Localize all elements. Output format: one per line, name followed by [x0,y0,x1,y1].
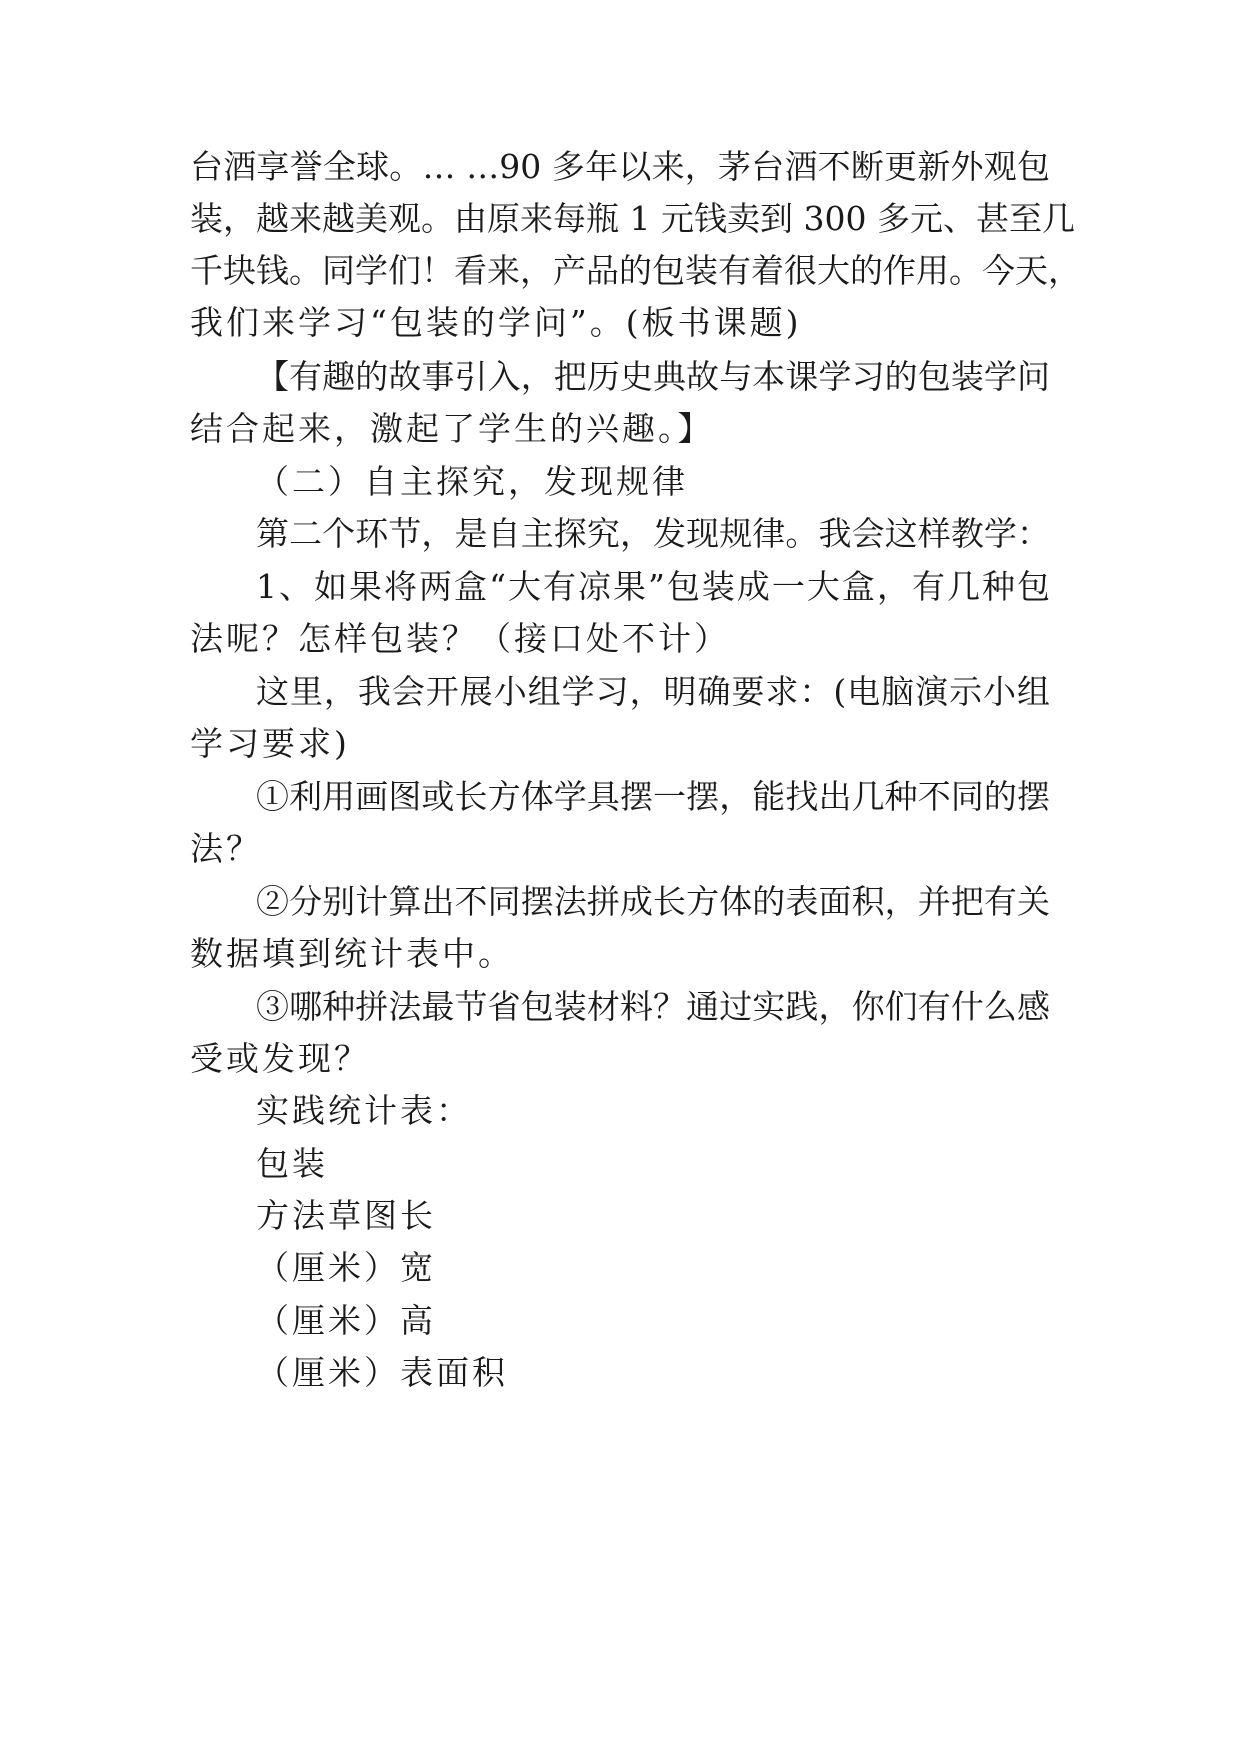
text-line: 法呢？怎样包装？（接口处不计） [190,619,730,658]
table-header-text: （厘米）表面积 [256,1353,508,1392]
section-heading: （二）自主探究，发现规律 [256,462,688,501]
table-header-text: 方法草图长 [256,1196,436,1235]
table-header-text: （厘米）宽 [256,1248,436,1287]
table-header-text: （厘米）高 [256,1301,436,1340]
text-line: 我们来学习“包装的学问”。(板书课题) [190,303,802,342]
text-line: 台酒享誉全球。… …90 多年以来，茅台酒不断更新外观包 [190,147,1050,186]
table-caption: 实践统计表： [256,1091,472,1130]
list-item: ①利用画图或长方体学具摆一摆，能找出几种不同的摆 [256,777,1050,816]
list-item: 数据填到统计表中。 [190,934,514,973]
annotation-line: 结合起来，激起了学生的兴趣。】 [190,409,714,448]
list-item: ③哪种拼法最节省包装材料？通过实践，你们有什么感 [256,987,1050,1026]
list-item: ②分别计算出不同摆法拼成长方体的表面积，并把有关 [256,882,1050,921]
text-line: 千块钱。同学们！看来，产品的包装有着很大的作用。今天， [190,251,1081,290]
text-line: 学习要求) [190,724,350,763]
text-line: 装，越来越美观。由原来每瓶 1 元钱卖到 300 多元、甚至几 [190,199,1075,238]
table-header-text: 包装 [256,1144,328,1183]
annotation-line: 【有趣的故事引入，把历史典故与本课学习的包装学问 [256,357,1050,396]
text-line: 第二个环节，是自主探究，发现规律。我会这样教学： [256,514,1050,553]
text-line: 这里，我会开展小组学习，明确要求：(电脑演示小组 [256,672,1050,711]
list-item: 法？ [190,829,262,868]
text-line: 1、如果将两盒“大有凉果”包装成一大盒，有几种包 [256,567,1050,606]
list-item: 受或发现？ [190,1039,370,1078]
